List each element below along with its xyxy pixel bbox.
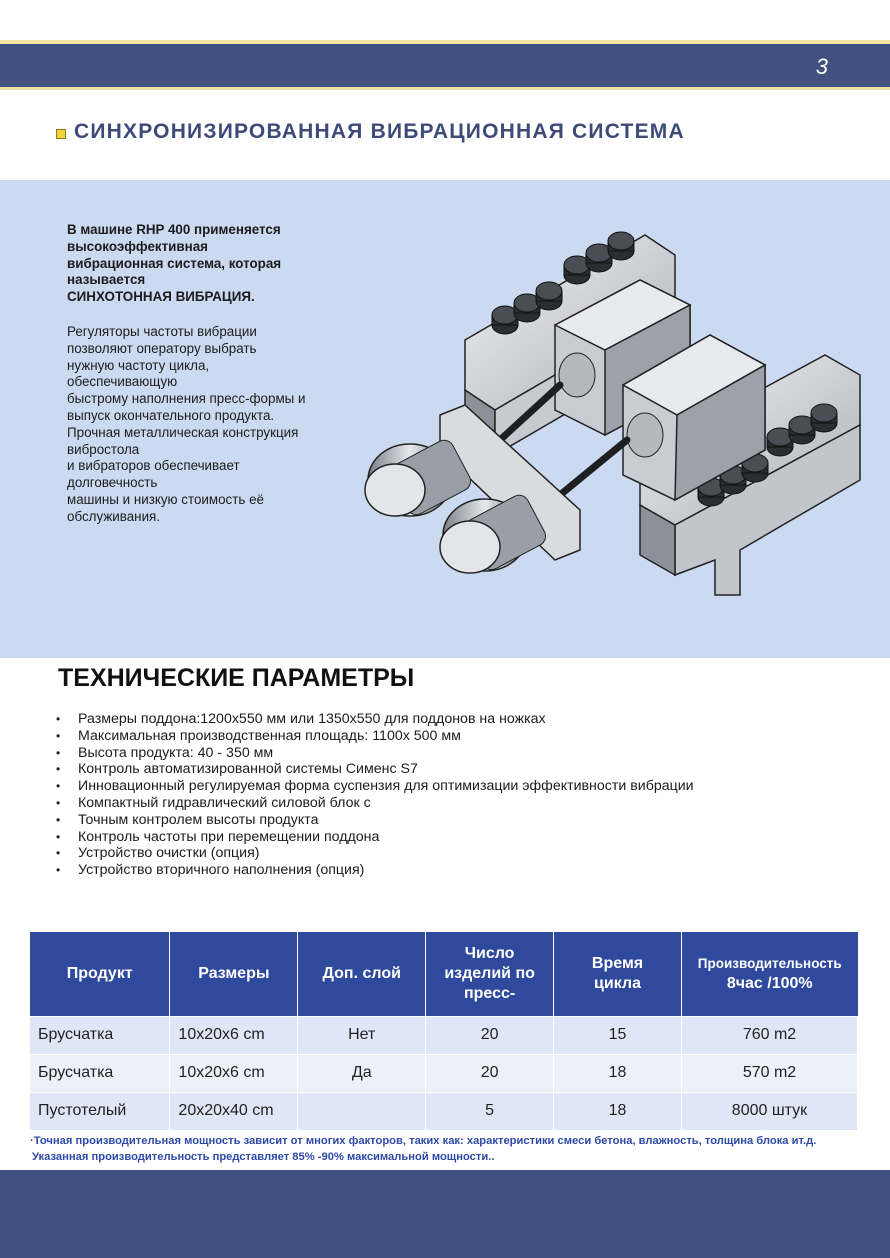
cell-extra-layer: Да: [298, 1054, 426, 1092]
header-productivity: [682, 932, 858, 1016]
cell-cycle-time: 18: [554, 1092, 682, 1130]
section-title: СИНХРОНИЗИРОВАННАЯ ВИБРАЦИОННАЯ СИСТЕМА: [74, 120, 685, 143]
list-item: • Устройство вторичного наполнения (опция): [56, 862, 365, 879]
list-item: • Компактный гидравлический силовой блок с: [56, 794, 371, 811]
cell-productivity: 570 m2: [682, 1054, 858, 1092]
intro-bold-text: В машине RHP 400 применяется высокоэффективная вибрационная система, которая называется СИНХОТОННАЯ ВИБРАЦИЯ.: [67, 222, 282, 305]
page-number: 3: [815, 54, 828, 79]
table-row: [30, 1054, 858, 1092]
cell-cycle-time: 18: [554, 1054, 682, 1092]
cell-size: 10x20x6 cm: [170, 1054, 298, 1092]
cell-units: 20: [426, 1016, 554, 1054]
intro-text: [67, 222, 342, 526]
cell-productivity: 8000 штук: [682, 1092, 858, 1130]
header-extra-layer: Доп. слой: [298, 932, 426, 1016]
cell-units: 5: [426, 1092, 554, 1130]
header-productivity-label: Производительность: [697, 955, 842, 971]
cell-units: 20: [426, 1054, 554, 1092]
productivity-table: [30, 932, 858, 1130]
cell-cycle-time: 15: [554, 1016, 682, 1054]
tech-params-title: ТЕХНИЧЕСКИЕ ПАРАМЕТРЫ: [58, 664, 415, 692]
cell-extra-layer: Нет: [298, 1016, 426, 1054]
intro-body-text: Регуляторы частоты вибрации позволяют оператору выбрать нужную частоту цикла, обеспечивающую быстрому наполнения пресс-формы и выпуск окончательного продукта. Прочная металлическая конструкция вибростола и вибраторов обеспечивает долговечность машины и низкую стоимость её обслуживания.: [67, 323, 306, 524]
footnote-line-1: ·Точная производительная мощность зависит от многих факторов, таких как: характеристики смеси бетона, влажность, толщина блока ит.д.: [30, 1135, 817, 1147]
list-item: • Контроль автоматизированной системы Сименс S7: [56, 761, 418, 778]
list-item: • Размеры поддона:1200x550 мм или 1350x550 для поддонов на ножках: [56, 711, 546, 727]
cell-extra-layer: [298, 1092, 426, 1130]
vibration-system-image: [355, 225, 870, 605]
cell-product: Пустотелый: [30, 1092, 170, 1130]
footnote-line-2: Указанная производительность представляет 85% -90% максимальной мощности..: [32, 1150, 495, 1163]
cell-size: 10x20x6 cm: [170, 1016, 298, 1054]
list-item: • Контроль частоты при перемещении поддона: [56, 828, 380, 845]
square-bullet-icon: [56, 129, 66, 139]
cell-product: Брусчатка: [30, 1016, 170, 1054]
footer-band: [0, 1170, 890, 1258]
cell-size: 20x20x40 cm: [170, 1092, 298, 1130]
header-cycle-time: Время цикла: [554, 932, 682, 1016]
list-item: • Устройство очистки (опция): [56, 845, 260, 862]
tech-params-list: [56, 711, 694, 879]
footnote: [30, 1134, 816, 1165]
cell-productivity: 760 m2: [682, 1016, 858, 1054]
table-row: [30, 1016, 858, 1054]
header-gold-line-bottom: [0, 87, 890, 90]
list-item: • Точным контролем высоты продукта: [56, 811, 319, 828]
header-productivity-sub: 8час /100%: [726, 974, 813, 992]
header-product: Продукт: [30, 932, 170, 1016]
list-item: • Инновационный регулируемая форма суспензия для оптимизации эффективности вибрации: [56, 778, 694, 795]
list-item: • Максимальная производственная площадь: 1100x 500 мм: [56, 727, 461, 744]
cell-product: Брусчатка: [30, 1054, 170, 1092]
table-header-row: [30, 932, 858, 1016]
header-size: Размеры: [170, 932, 298, 1016]
header-band: [0, 44, 890, 87]
section-heading: [56, 118, 685, 146]
table-row: [30, 1092, 858, 1130]
header-units-per-press: Число изделий по пресс-: [426, 932, 554, 1016]
list-item: • Высота продукта: 40 - 350 мм: [56, 744, 274, 761]
